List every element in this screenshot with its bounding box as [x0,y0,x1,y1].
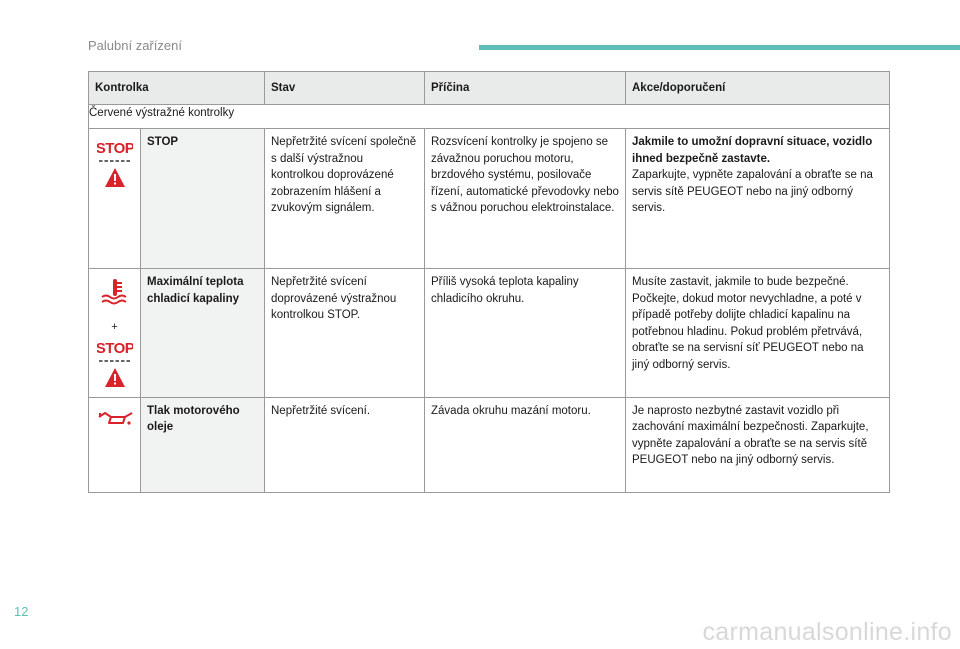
icon-cell [89,129,141,269]
light-cause: Závada okruhu mazání motoru. [425,397,626,492]
table-row [89,129,890,269]
light-state: Nepřetržité svícení doprovázené výstražnou kontrolkou STOP. [265,269,425,398]
page-number: 12 [14,604,29,619]
table-row [89,397,890,492]
stop-icon [97,137,133,191]
warning-triangle-icon [105,168,125,187]
coolant-temperature-icon [97,277,133,307]
light-name: Maximální teplota chladicí kapaliny [141,269,265,398]
icon-cell [89,269,141,398]
watermark: carmanualsonline.info [702,618,952,646]
light-cause: Příliš vysoká teplota kapaliny chladicího okruhu. [425,269,626,398]
table-header-row [89,72,890,105]
stop-icon [97,337,133,391]
light-action: Musíte zastavit, jakmile to bude bezpečné. Počkejte, dokud motor nevychladne, a poté v případě potřeby dolijte chladicí kapalinu na potřebnou hladinu. Pokud problém přetrvává, obraťte se na servisní síť PEUGEOT nebo na jiný odborný servis. [626,269,890,398]
svg-text:STOP: STOP [96,340,133,357]
plus-sign: + [111,320,118,333]
oil-pressure-icon [96,408,134,428]
section-title: Červené výstražné kontrolky [89,105,890,129]
icon-cell [89,397,141,492]
light-action-emphasis: Jakmile to umožní dopravní situace, vozidlo ihned bezpečně zastavte. [632,136,873,165]
section-row [89,105,890,129]
warning-lights-table [88,71,890,493]
header-accent-bar [479,45,960,50]
light-state: Nepřetržité svícení. [265,397,425,492]
light-action: Je naprosto nezbytné zastavit vozidlo při zachování maximální bezpečnosti. Zaparkujte, vypněte zapalování a obraťte se na servis sítě PEUGEOT nebo na jiný odborný servis. [626,397,890,492]
light-name: Tlak motorového oleje [141,397,265,492]
svg-text:STOP: STOP [96,140,133,157]
light-state: Nepřetržité svícení společně s další výstražnou kontrolkou doprovázené zobrazením hlášení a zvukovým signálem. [265,129,425,269]
light-action [626,129,890,269]
light-action-text: Zaparkujte, vypněte zapalování a obraťte se na servis sítě PEUGEOT nebo na jiný odborný servis. [632,169,873,214]
light-cause: Rozsvícení kontrolky je spojeno se závažnou poruchou motoru, brzdového systému, posilovače řízení, automatické převodovky nebo s vážnou poruchou elektroinstalace. [425,129,626,269]
page-header-title: Palubní zařízení [88,38,182,53]
column-header-akce: Akce/doporučení [626,72,890,105]
column-header-kontrolka: Kontrolka [89,72,265,105]
table-row [89,269,890,398]
light-name: STOP [141,129,265,269]
column-header-stav: Stav [265,72,425,105]
warning-triangle-icon [105,368,125,387]
column-header-pricina: Příčina [425,72,626,105]
